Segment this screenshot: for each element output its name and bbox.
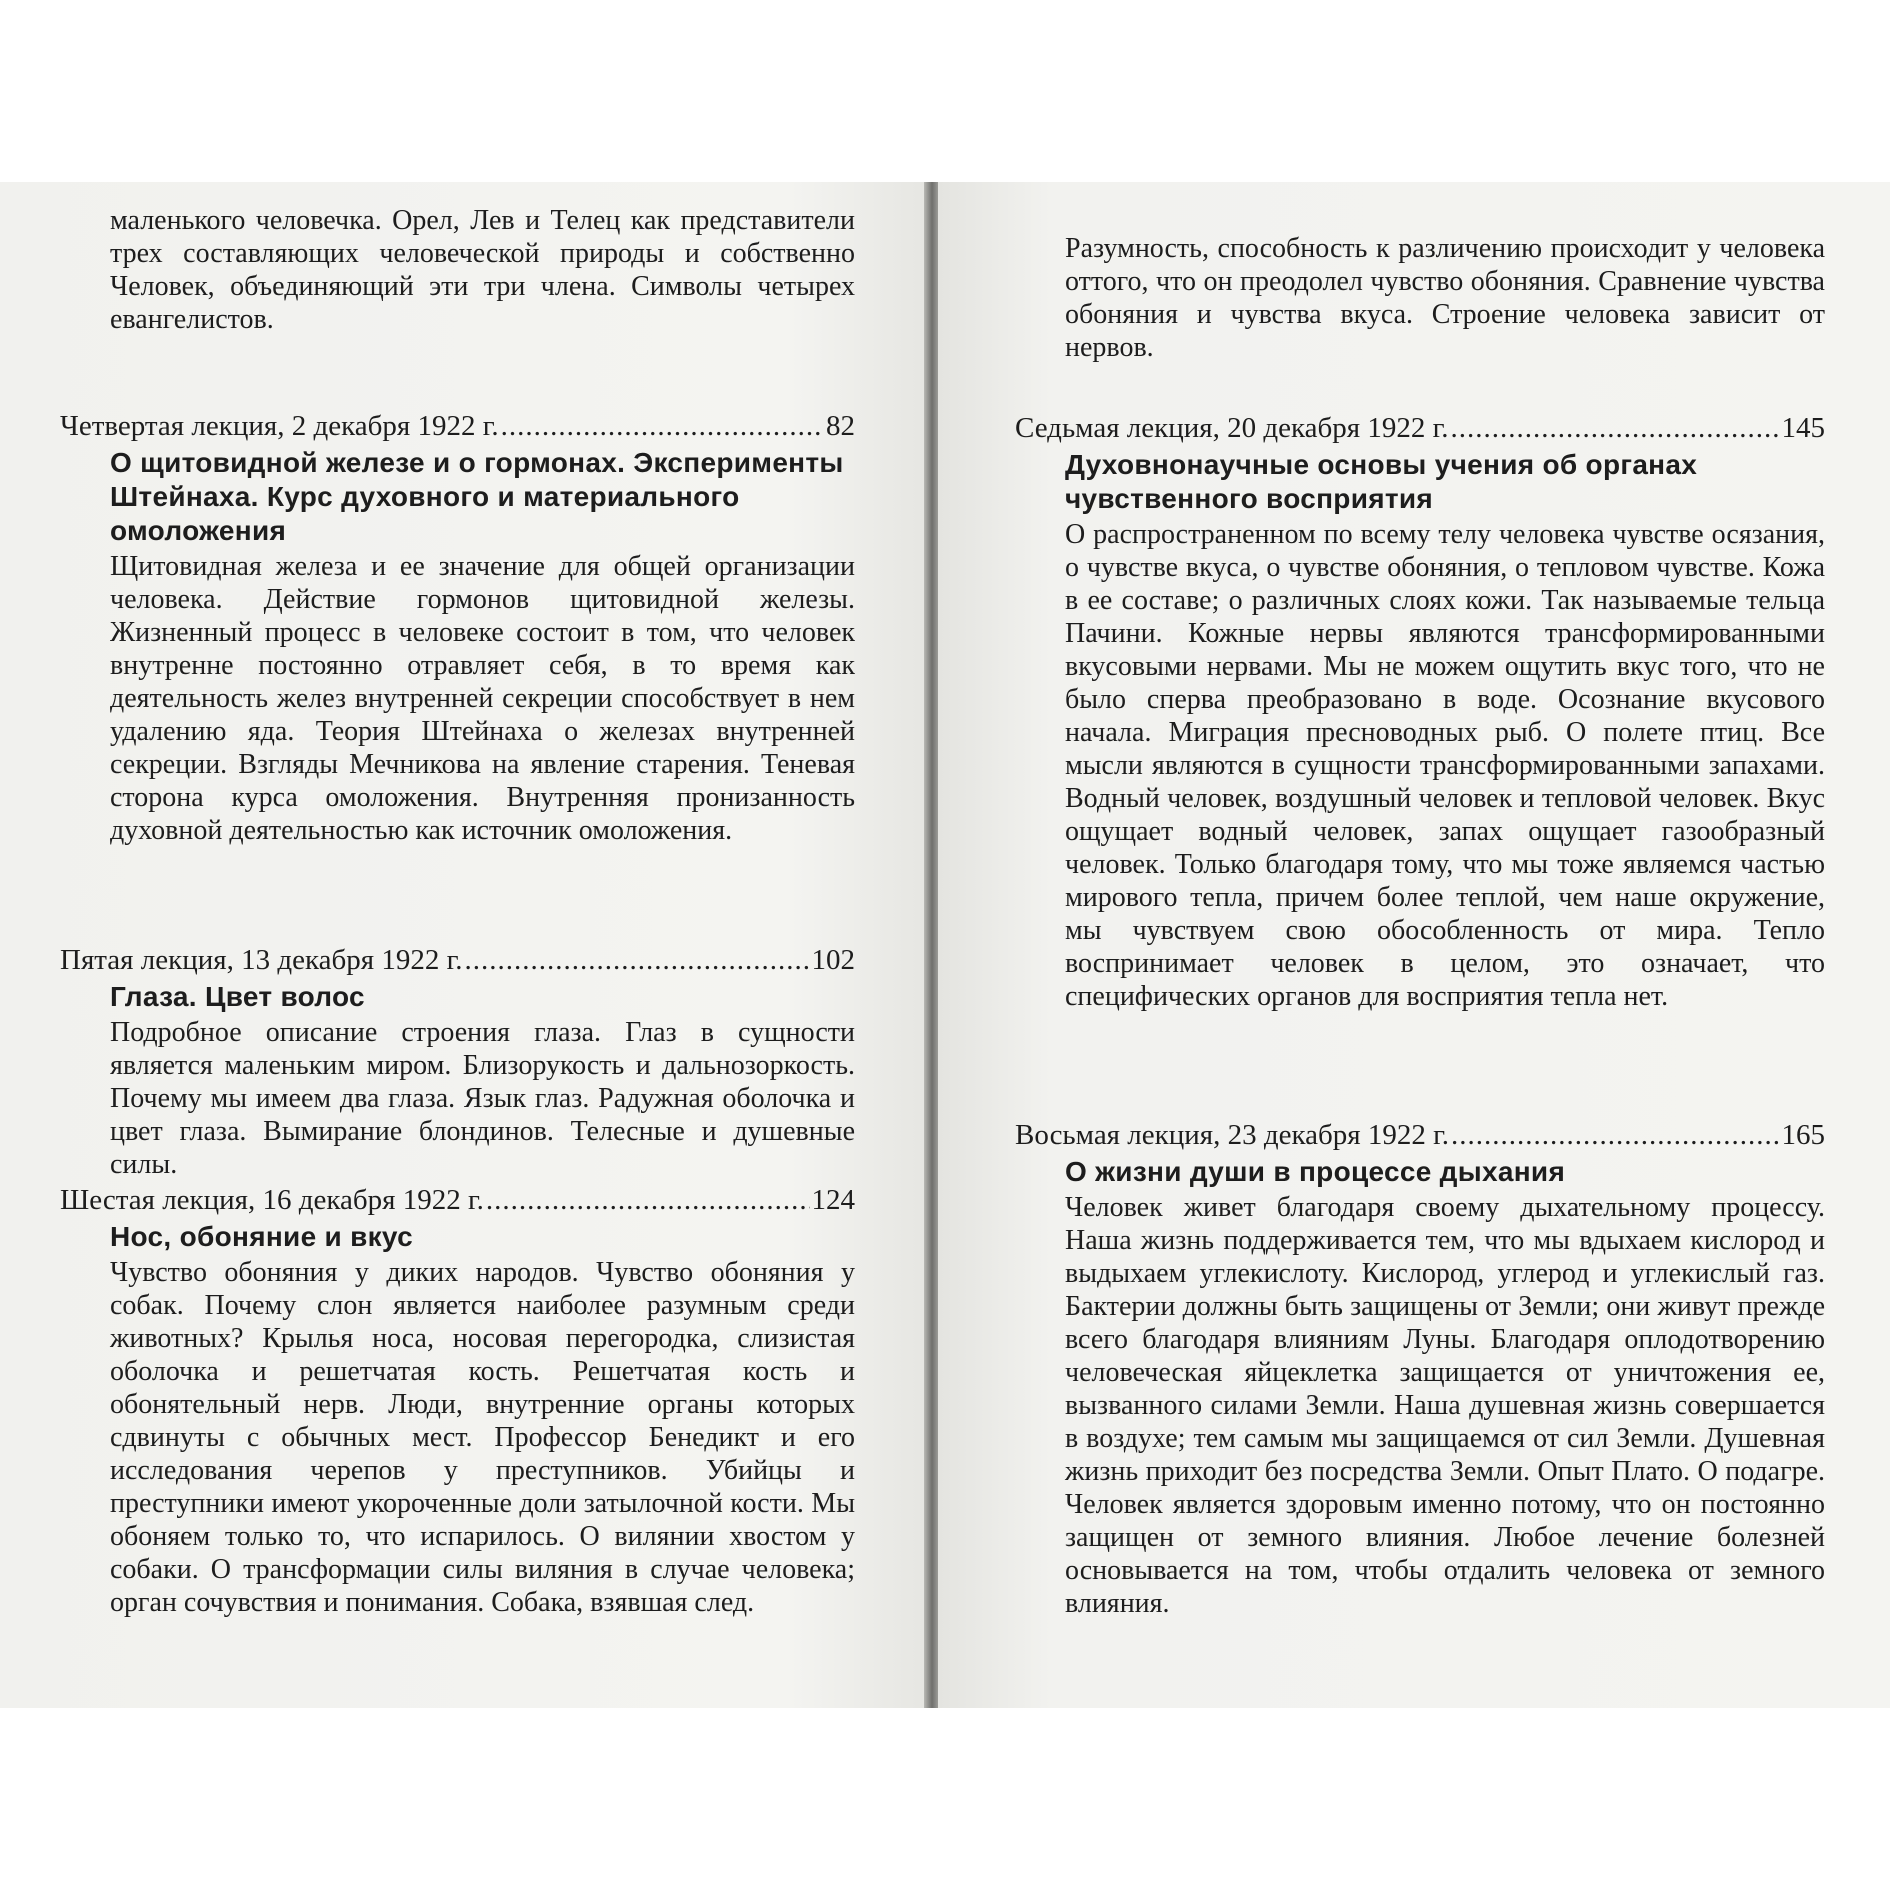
lecture-heading: О щитовидной железе и о гормонах. Эксперименты Штейнаха. Курс духовного и материального омоложения (110, 447, 844, 546)
dot-leader (486, 1182, 810, 1218)
lecture-title-line (60, 942, 855, 978)
page-number: 82 (826, 410, 855, 442)
continuation-text: Разумность, способность к различению происходит у человека оттого, что он преодолел чувство обоняния. Сравнение чувства обоняния и чувства вкуса. Строение человека зависит от нервов. (1065, 233, 1825, 363)
lecture-entry-6 (60, 1182, 855, 1619)
lecture-title-line (60, 1182, 855, 1218)
lecture-summary: О распространенном по всему телу человека чувстве осязания, о чувстве вкуса, о чувстве обоняния, о тепловом чувстве. Кожа в ее составе; о различных слоях кожи. Так называемые тельца Пачини. Кожные нервы являются трансформированными вкусовыми нервами. Мы не можем ощутить вкус того, что не было сперва преобразовано в воде. Осознание вкусового начала. Миграция пресноводных рыб. О полете птиц. Все мысли являются в сущности трансформированными запахами. Водный человек, воздушный человек и тепловой человек. Вкус ощущает водный человек, запах ощущает газообразный человек. Только благодаря тому, что мы тоже являемся частью мирового тепла, причем более теплой, чем наше окружение, мы чувствуем свою обособленность от мира. Тепло воспринимает человек в целом, это означает, что специфических органов для восприятия тепла нет. (1065, 519, 1825, 1012)
continuation-text: маленького человечка. Орел, Лев и Телец как представители трех составляющих человеческой природы и собственно Человек, объединяющий эти три члена. Символы четырех евангелистов. (110, 205, 855, 335)
right-continuation-block (1015, 232, 1825, 364)
lecture-title: Четвертая лекция, 2 декабря 1922 г. (60, 410, 499, 442)
right-page (938, 182, 1890, 1708)
lecture-entry-8 (1015, 1117, 1825, 1620)
dot-leader (464, 942, 809, 978)
page-number: 124 (811, 1184, 855, 1216)
lecture-heading: О жизни души в процессе дыхания (1065, 1156, 1566, 1187)
lecture-heading: Глаза. Цвет волос (110, 981, 365, 1012)
left-continuation-block (60, 204, 855, 336)
lecture-heading: Духовнонаучные основы учения об органах чувственного восприятия (1065, 449, 1698, 514)
lecture-title-line (60, 408, 855, 444)
lecture-title: Восьмая лекция, 23 декабря 1922 г. (1015, 1119, 1449, 1151)
lecture-summary: Щитовидная железа и ее значение для общей организации человека. Действие гормонов щитовидной железы. Жизненный процесс в человеке состоит в том, что человек внутренне постоянно отравляет себя, в то время как деятельность желез внутренней секреции способствует в нем удалению яда. Теория Штейнаха о железах внутренней секреции. Взгляды Мечникова на явление старения. Теневая сторона курса омоложения. Внутренняя пронизанность духовной деятельностью как источник омоложения. (110, 551, 855, 846)
lecture-summary: Чувство обоняния у диких народов. Чувство обоняния у собак. Почему слон является наиболее разумным среди животных? Крылья носа, носовая перегородка, слизистая оболочка и решетчатая кость. Решетчатая кость и обонятельный нерв. Люди, внутренние органы которых сдвинуты с обычных мест. Профессор Бенедикт и его исследования черепов у преступников. Убийцы и преступники имеют укороченные доли затылочной кости. Мы обоняем только то, что испарилось. О вилянии хвостом у собаки. О трансформации силы виляния в случае человека; орган сочувствия и понимания. Собака, взявшая след. (110, 1257, 855, 1618)
lecture-summary: Человек живет благодаря своему дыхательному процессу. Наша жизнь поддерживается тем, что мы вдыхаем кислород и выдыхаем углекислоту. Кислород, углерод и углекислый газ. Бактерии должны быть защищены от Земли; они живут прежде всего благодаря влияниям Луны. Благодаря оплодотворению человеческая яйцеклетка защищается от уничтожения ее, вызванного силами Земли. Наша душевная жизнь совершается в воздухе; тем самым мы защищаемся от сил Земли. Душевная жизнь приходит без посредства Земли. Опыт Плато. О подагре. Человек является здоровым именно потому, что он постоянно защищен от земного влияния. Любое лечение болезней основывается на том, чтобы отдалить человека от земного влияния. (1065, 1192, 1825, 1619)
left-page (0, 182, 927, 1708)
lecture-entry-5 (60, 942, 855, 1181)
dot-leader (1451, 1117, 1780, 1153)
lecture-entry-4 (60, 408, 855, 847)
lecture-title: Пятая лекция, 13 декабря 1922 г. (60, 944, 463, 976)
lecture-title: Шестая лекция, 16 декабря 1922 г. (60, 1184, 484, 1216)
lecture-title-line (1015, 410, 1825, 446)
page-number: 165 (1781, 1119, 1825, 1151)
lecture-title-line (1015, 1117, 1825, 1153)
lecture-title: Седьмая лекция, 20 декабря 1922 г. (1015, 412, 1449, 444)
dot-leader (1450, 410, 1779, 446)
dot-leader (501, 408, 824, 444)
page-number: 102 (811, 944, 855, 976)
book-spread (0, 182, 1890, 1708)
lecture-heading: Нос, обоняние и вкус (110, 1221, 413, 1252)
lecture-entry-7 (1015, 410, 1825, 1013)
page-number: 145 (1781, 412, 1825, 444)
lecture-summary: Подробное описание строения глаза. Глаз в сущности является маленьким миром. Близорукость и дальнозоркость. Почему мы имеем два глаза. Язык глаз. Радужная оболочка и цвет глаза. Вымирание блондинов. Телесные и душевные силы. (110, 1017, 855, 1180)
